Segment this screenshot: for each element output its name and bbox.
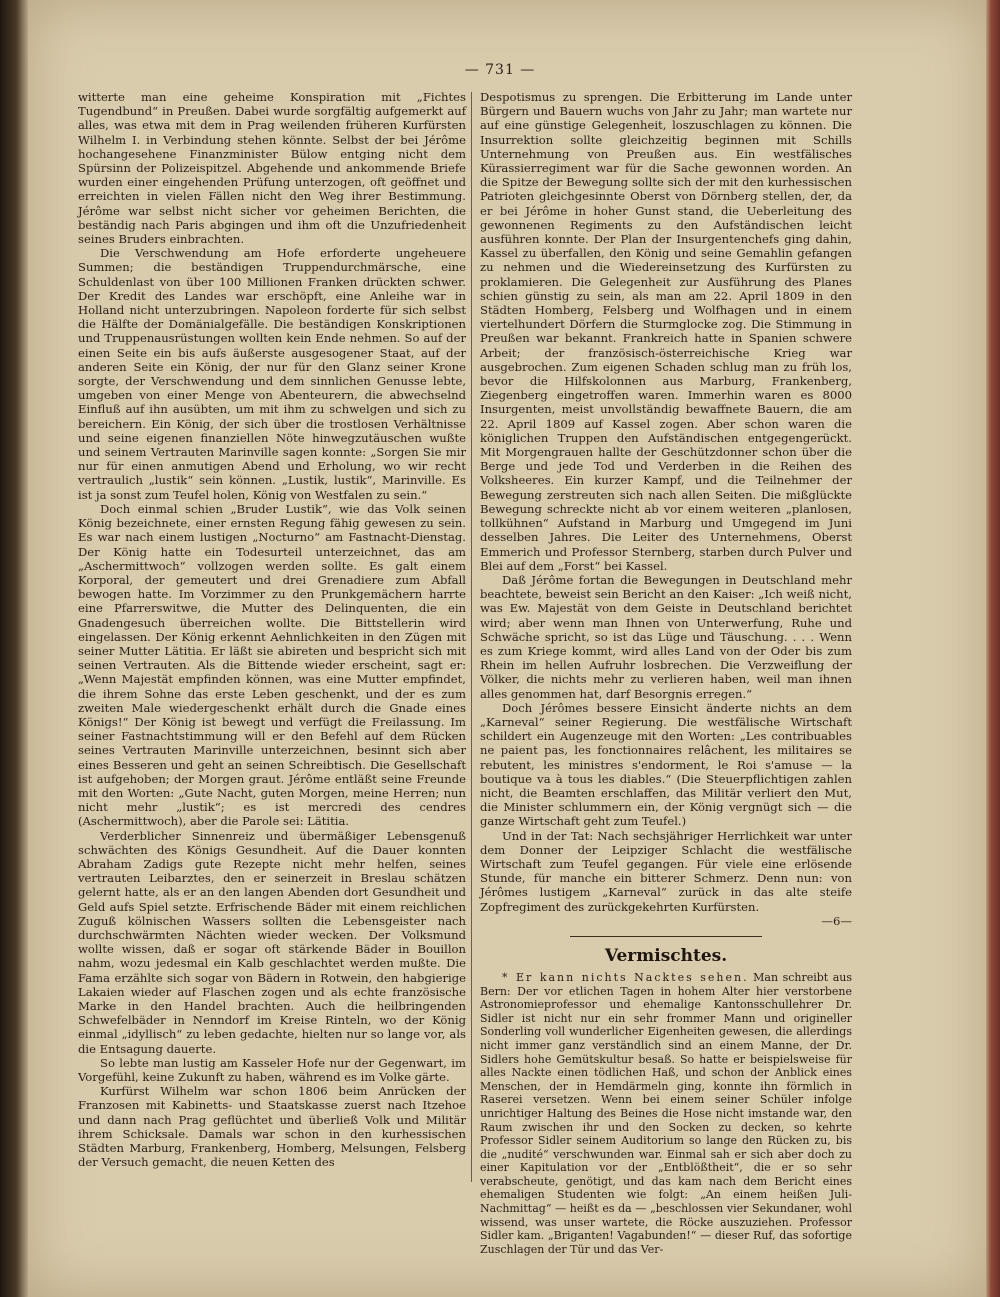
section-divider [570, 936, 762, 937]
column-divider [471, 92, 472, 1182]
miscellany-headline: * Er kann nichts Nacktes sehen. [502, 970, 749, 984]
miscellany-paragraph: Man schreibt aus Bern: Der vor etlichen Tagen in hohem Alter hier verstorbene Astronomieprofessor und ehemalige Kantonsschullehrer Dr. Sidler ist nicht nur ein sehr frommer Mann und origineller Sonderling voll wunderlicher Eigenheiten gewesen, die allerdings nicht immer ganz verständlich sind an einem Manne, der Dr. Sidlers hohe Gemütskultur besaß. So hatte er beispielsweise für alles Nackte einen tödlichen Haß, und schon der Anblick eines Menschen, der in Hemdärmeln ging, konnte ihn förmlich in Raserei versetzen. Wenn bei einem seiner Schüler infolge unrichtiger Haltung des Beines die Hose nicht imstande war, den Raum zwischen ihr und den Socken zu decken, so kehrte Professor Sidler seinem Auditorium so lange den Rücken zu, bis die „nudité“ verschwunden war. Einmal sah er sich aber doch zu einer Kapitulation vor der „Entblößtheit“, die er so sehr verabscheute, genötigt, und das kam nach dem Bericht eines ehemaligen Studenten wie folgt: „An einem heißen Juli-Nachmittag“ — heißt es da — „beschlossen vier Sekundaner, wohl wissend, was unser wartete, die Röcke auszuziehen. Professor Sidler kam. „Briganten! Vagabunden!“ — dieser Ruf, das sofortige Zuschlagen der Tür und das Ver- [480, 970, 853, 1256]
left-paragraph-1: witterte man eine geheime Konspiration mit „Fichtes Tugendbund“ in Preußen. Dabei wurde sorgfältig aufgemerkt auf alles, was etwa mit dem in Prag weilenden früheren Kurfürsten Wilhelm I. in Verbindung stehen könnte. Selbst der bei Jérôme hochangesehene Finanzminister Bülow entging nicht dem Spürsinn der Polizeispitzel. Abgehende und ankommende Briefe wurden einer eingehenden Prüfung unterzogen, oft geöffnet und erreichten in vielen Fällen nicht den Weg ihrer Bestimmung. Jérôme war selbst nicht sicher vor geheimen Berichten, die beständig nach Paris abgingen und ihm oft die Unzufriedenheit seines Bruders einbrachten. [78, 90, 466, 247]
right-paragraph-1: Despotismus zu sprengen. Die Erbitterung im Lande unter Bürgern und Bauern wuchs von Jahr zu Jahr; man wartete nur auf eine günstige Gelegenheit, loszuschlagen zu können. Die Insurrektion sollte gleichzeitig beginnen mit Schills Unternehmung von Preußen aus. Ein westfälisches Kürassierregiment war für die Sache gewonnen worden. An die Spitze der Bewegung sollte sich der mit den kurhessischen Patrioten gleichgesinnte Oberst von Dörnberg stellen, der, da er bei Jérôme in hoher Gunst stand, die Ueberleitung des gewonnenen Regiments zu den Aufständischen leicht ausführen konnte. Der Plan der Insurgentenchefs ging dahin, Kassel zu überfallen, den König und seine Gemahlin gefangen zu nehmen und die Wiedereinsetzung des Kurfürsten zu proklamieren. Die Gelegenheit zur Ausführung des Planes schien günstig zu sein, als man am 22. April 1809 in den Städten Homberg, Felsberg und Wolfhagen und in einem viertelhundert Dörfern die Sturmglocke zog. Die Stimmung in Preußen war bekannt. Frankreich hatte in Spanien schwere Arbeit; der französisch-österreichische Krieg war ausgebrochen. Zum eigenen Schaden schlug man zu früh los, bevor die Hilfskolonnen aus Marburg, Frankenberg, Ziegenberg eingetroffen waren. Immerhin waren es 8000 Insurgenten, meist unvollständig bewaffnete Bauern, die am 22. April 1809 auf Kassel zogen. Aber schon waren die königlichen Truppen den Aufständischen entgegengerückt. Mit Morgengrauen hallte der Geschützdonner schon über die Berge und jede Tod und Verderben in die Reihen des Volksheeres. Ein kurzer Kampf, und die Teilnehmer der Bewegung zerstreuten sich nach allen Seiten. Die mißglückte Bewegung schreckte nicht ab vor einem weiteren „planlosen, tollkühnen“ Aufstand in Marburg und Umgegend im Juni desselben Jahres. Die Leiter des Unternehmens, Oberst Emmerich und Professor Sternberg, starben durch Pulver und Blei auf dem „Forst“ bei Kassel. [480, 90, 852, 573]
left-paragraph-5: So lebte man lustig am Kasseler Hofe nur der Gegenwart, im Vorgefühl, keine Zukunft zu haben, während es im Volke gärte. [78, 1055, 466, 1085]
left-paragraph-4: Verderblicher Sinnenreiz und übermäßiger Lebensgenuß schwächten des Königs Gesundheit. Auf die Dauer konnten Abraham Zadigs gute Rezepte nicht mehr helfen, seines vertrauten Leibarztes, den er seinerzeit in Breslau schätzen gelernt hatte, als er an den langen Abenden dort Gesundheit und Geld aufs Spiel setzte. Erfrischende Bäder mit einem reichlichen Zuguß kölnischen Wassers sollten die Lebensgeister nach durchschwärmten Nächten wieder wecken. Der Volksmund wollte wissen, daß er sogar oft stärkende Bäder in Bouillon nahm, wozu jedesmal ein Kalb geschlachtet werden mußte. Die Fama erzählte sich sogar von Bädern in Rotwein, den habgierige Lakaien wieder auf Flaschen zogen und als echte französische Marke in den Handel brachten. Auch die heilbringenden Schwefelbäder in Nenndorf im Kreise Rinteln, wo der König einmal „idyllisch“ zu leben gedachte, hielten nur so lange vor, als die Entsagung dauerte. [78, 828, 466, 1056]
miscellany-section [480, 971, 852, 1256]
left-paragraph-2: Die Verschwendung am Hofe erforderte ungeheuere Summen; die beständigen Truppendurchmärsche, eine Schuldenlast von über 100 Millionen Franken drückten schwer. Der Kredit des Landes war erschöpft, eine Anleihe war in Holland nicht unterzubringen. Napoleon forderte für sich selbst die Hälfte der Domänialgefälle. Die beständigen Konskriptionen und Truppenausrüstungen wollten kein Ende nehmen. So auf der einen Seite ein bis aufs äußerste ausgesogener Staat, auf der anderen Seite ein König, der nur für den Glanz seiner Krone sorgte, der Verschwendung und dem sinnlichen Genusse lebte, umgeben von einer Menge von Abenteurern, die abwechselnd Einfluß auf ihn ausübten, um mit ihm zu schwelgen und sich zu bereichern. Ein König, der sich über die trostlosen Verhältnisse und seine eigenen finanziellen Nöte hinwegzutäuschen wußte und seinem Vertrauten Marinville sagen konnte: „Sorgen Sie mir nur für einen anmutigen Abend und Erholung, wo wir recht vertraulich „lustik“ sein können. „Lustik, lustik“, Marinville. Es ist ja sonst zum Teufel holen, König von Westfalen zu sein.“ [78, 246, 466, 502]
right-paragraph-3: Doch Jérômes bessere Einsicht änderte nichts an dem „Karneval“ seiner Regierung. Die westfälische Wirtschaft schildert ein Augenzeuge mit den Worten: „Les contribuables ne paient pas, les fonctionnaires relâchent, les militaires se rebutent, les ministres s'endorment, le Roi s'amuse — la boutique va à tous les diables.“ (Die Steuerpflichtigen zahlen nicht, die Beamten erschlaffen, das Militär verliert den Mut, die Minister schlummern ein, der König vergnügt sich — die ganze Wirtschaft geht zum Teufel.) [480, 700, 852, 829]
left-paragraph-6: Kurfürst Wilhelm war schon 1806 beim Anrücken der Franzosen mit Kabinetts- und Staatskasse zuerst nach Itzehoe und dann nach Prag geflüchtet und überließ Volk und Militär ihrem Schicksale. Damals war schon in den kurhessischen Städten Marburg, Frankenberg, Homberg, Melsungen, Felsberg der Versuch gemacht, die neuen Ketten des [78, 1084, 466, 1170]
page-edge [986, 0, 1000, 1297]
article-signature: —6— [821, 913, 852, 928]
left-paragraph-3: Doch einmal schien „Bruder Lustik“, wie das Volk seinen König bezeichnete, einer ernsten Regung fähig gewesen zu sein. Es war nach einem lustigen „Nocturno“ am Fastnacht-Dienstag. Der König hatte ein Todesurteil unterzeichnet, das am „Aschermittwoch“ vollzogen werden sollte. Es galt einem Korporal, der gemeutert und drei Grenadiere zum Abfall bewogen hatte. Im Vorzimmer zu den Prunkgemächern harrte eine Pfarrerswitwe, die Mutter des Delinquenten, die ein Gnadengesuch überreichen wollte. Die Bittstellerin wird eingelassen. Der König erkennt Aehnlichkeiten in den Zügen mit seiner Mutter Lätitia. Er läßt sie abireten und bespricht sich mit seinen Vertrauten. Als die Bittende wieder erscheint, sagt er: „Wenn Majestät empfinden können, was eine Mutter empfindet, die ihrem Sohne das erste Leben geschenkt, und der es zum zweiten Male wiedergeschenkt erhält durch die Gnade eines Königs!“ Der König ist bewegt und verfügt die Freilassung. Im seiner Fastnachtstimmung will er den Befehl auf dem Rücken seines Vertrauten Marinville unterzeichnen, besinnt sich aber eines Besseren und geht an seinen Schreibtisch. Die Gesellschaft ist aufgehoben; der Morgen graut. Jérôme entläßt seine Freunde mit den Worten: „Gute Nacht, guten Morgen, meine Herren; nun nicht mehr „lustik“; es ist mercredi des cendres (Aschermittwoch), aber die Parole sei: Lätitia. [78, 501, 466, 829]
right-column [480, 90, 852, 1256]
section-title: Vermischtes. [604, 945, 728, 966]
page-number: — 731 — [464, 62, 536, 78]
right-paragraph-4: Und in der Tat: Nach sechsjähriger Herrlichkeit war unter dem Donner der Leipziger Schlacht die westfälische Wirtschaft zum Teufel gegangen. Für viele eine erlösende Stunde, für manche ein bitterer Schmerz. Denn nun: von Jérômes lustigem „Karneval“ zurück in das alte steife Zopfregiment des zurückgekehrten Kurfürsten. [480, 828, 852, 914]
right-paragraph-2: Daß Jérôme fortan die Bewegungen in Deutschland mehr beachtete, beweist sein Bericht an den Kaiser: „Ich weiß nicht, was Ew. Majestät von dem Geiste in Deutschland berichtet wird; aber wenn man Ihnen von Unterwerfung, Ruhe und Schwäche spricht, so ist das Lüge und Täuschung. . . . Wenn es zum Kriege kommt, wird alles Land von der Oder bis zum Rhein im hellen Aufruhr losbrechen. Die Verzweiflung der Völker, die nichts mehr zu verlieren haben, weil man ihnen alles genommen hat, darf Besorgnis erregen.“ [480, 572, 852, 701]
book-gutter [0, 0, 30, 1297]
left-column [78, 90, 466, 1169]
